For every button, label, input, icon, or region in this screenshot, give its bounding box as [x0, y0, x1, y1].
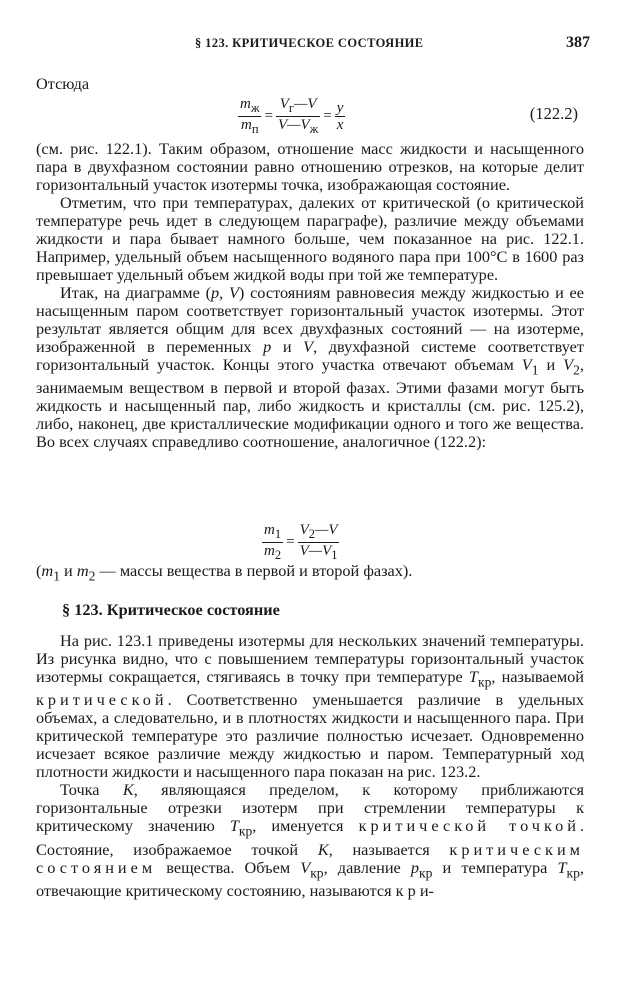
page-number: 387 — [566, 34, 590, 51]
body-text-upper — [36, 140, 584, 451]
intro-line — [36, 75, 584, 93]
equation-number: (122.2) — [529, 104, 578, 123]
fraction-volume-ratio: $\frac{V_г—V}{V—V_ж}$ — [277, 96, 319, 136]
equation-122-2 — [238, 96, 578, 136]
fraction-m1-m2: $\frac{m_1}{m_2}$ — [264, 522, 282, 562]
paragraph-1: (см. рис. 122.1). Таким образом, отношение масс жидкости и насыщенного пара в двухфазном состоянии равно отношению отрезков, на которые делит горизонтальный участок изотермы точка, изображающая состояние. — [36, 139, 584, 194]
fraction-volumes: $\frac{V_2—V}{V—V_1}$ — [299, 522, 338, 562]
paragraph-3: Итак, на диаграмме (p, V) состояниям равновесия между жидкостью и ее насыщенным паром соответствует горизонтальный участок изотермы. Этот результат является общим для всех двухфазных состояний — на изотерме, изображенной в переменных p и V, двухфазной системе соответствует горизонтальный участок. Концы этого участка отвечают объемам $V_1$ и $V_2$, занимаемым веществом в первой и второй фазах. Этими фазами могут быть жидкость и насыщенный пар, либо жидкость и кристаллы (см. рис. 125.2), либо, наконец, две кристаллические модификации одного и того же вещества. Во всех случаях справедливо соотношение, аналогичное (122.2): — [36, 283, 584, 452]
fraction-mass-ratio: $\frac{m_ж}{m_п}$ — [240, 96, 260, 136]
equation-body: $\frac{m_ж}{m_п}$ = $\frac{V_г—V}{V—V_ж}$ = $\frac{y}{x}$ — [240, 96, 344, 136]
paragraph-6: Точка K, являющаяся пределом, к которому приближаются горизонтальные отрезки изотерм при стремлении температуры к критическому значению $T_{кр}$, именуется критической точкой. Состояние, изображаемое точкой K, называется критическим состоянием вещества. Объем $V_{кр}$, давление $p_{кр}$ и температура $T_{кр}$, отвечающие критическому состоянию, называются к р и- — [36, 780, 585, 900]
paragraph-5: На рис. 123.1 приведены изотермы для нескольких значений температуры. Из рисунка видно, что с повышением температуры горизонтальный участок изотермы сокращается, стягиваясь в точку при температуре $T_{кр}$, называемой критической. Соответственно уменьшается различие в удельных объемах, а следовательно, и в плотностях жидкости и насыщенного пара. При критической температуре это различие полностью исчезает. Одновременно исчезает всякое различие между жидкостью и паром. Температурный ход плотности жидкости и насыщенного пара показан на рис. 123.2. — [36, 631, 584, 782]
intro-word: Отсюда — [36, 74, 90, 93]
section-title: § 123. Критическое состояние — [62, 600, 280, 619]
page-header — [30, 34, 590, 54]
fraction-segment-ratio: $\frac{y}{x}$ — [336, 100, 344, 133]
body-text-lower — [36, 632, 584, 900]
running-head: § 123. КРИТИЧЕСКОЕ СОСТОЯНИЕ — [195, 36, 424, 50]
equation-mass-volume: $\frac{m_1}{m_2}$ = $\frac{V_2—V}{V—V_1}$ — [264, 522, 338, 562]
mass-note — [36, 562, 584, 585]
paragraph-4: ($m_1$ и $m_2$ — массы вещества в первой и второй фазах). — [36, 561, 413, 584]
paragraph-2: Отметим, что при температурах, далеких от критической (о критической температуре речь идет в следующем параграфе), различие между объемами жидкости и пара бывает намного больше, чем показанное на рис. 122.1. Например, удельный объем насыщенного водяного пара при 100°C в 1600 раз превышает удельный объем жидкой воды при той же температуре. — [36, 193, 584, 284]
